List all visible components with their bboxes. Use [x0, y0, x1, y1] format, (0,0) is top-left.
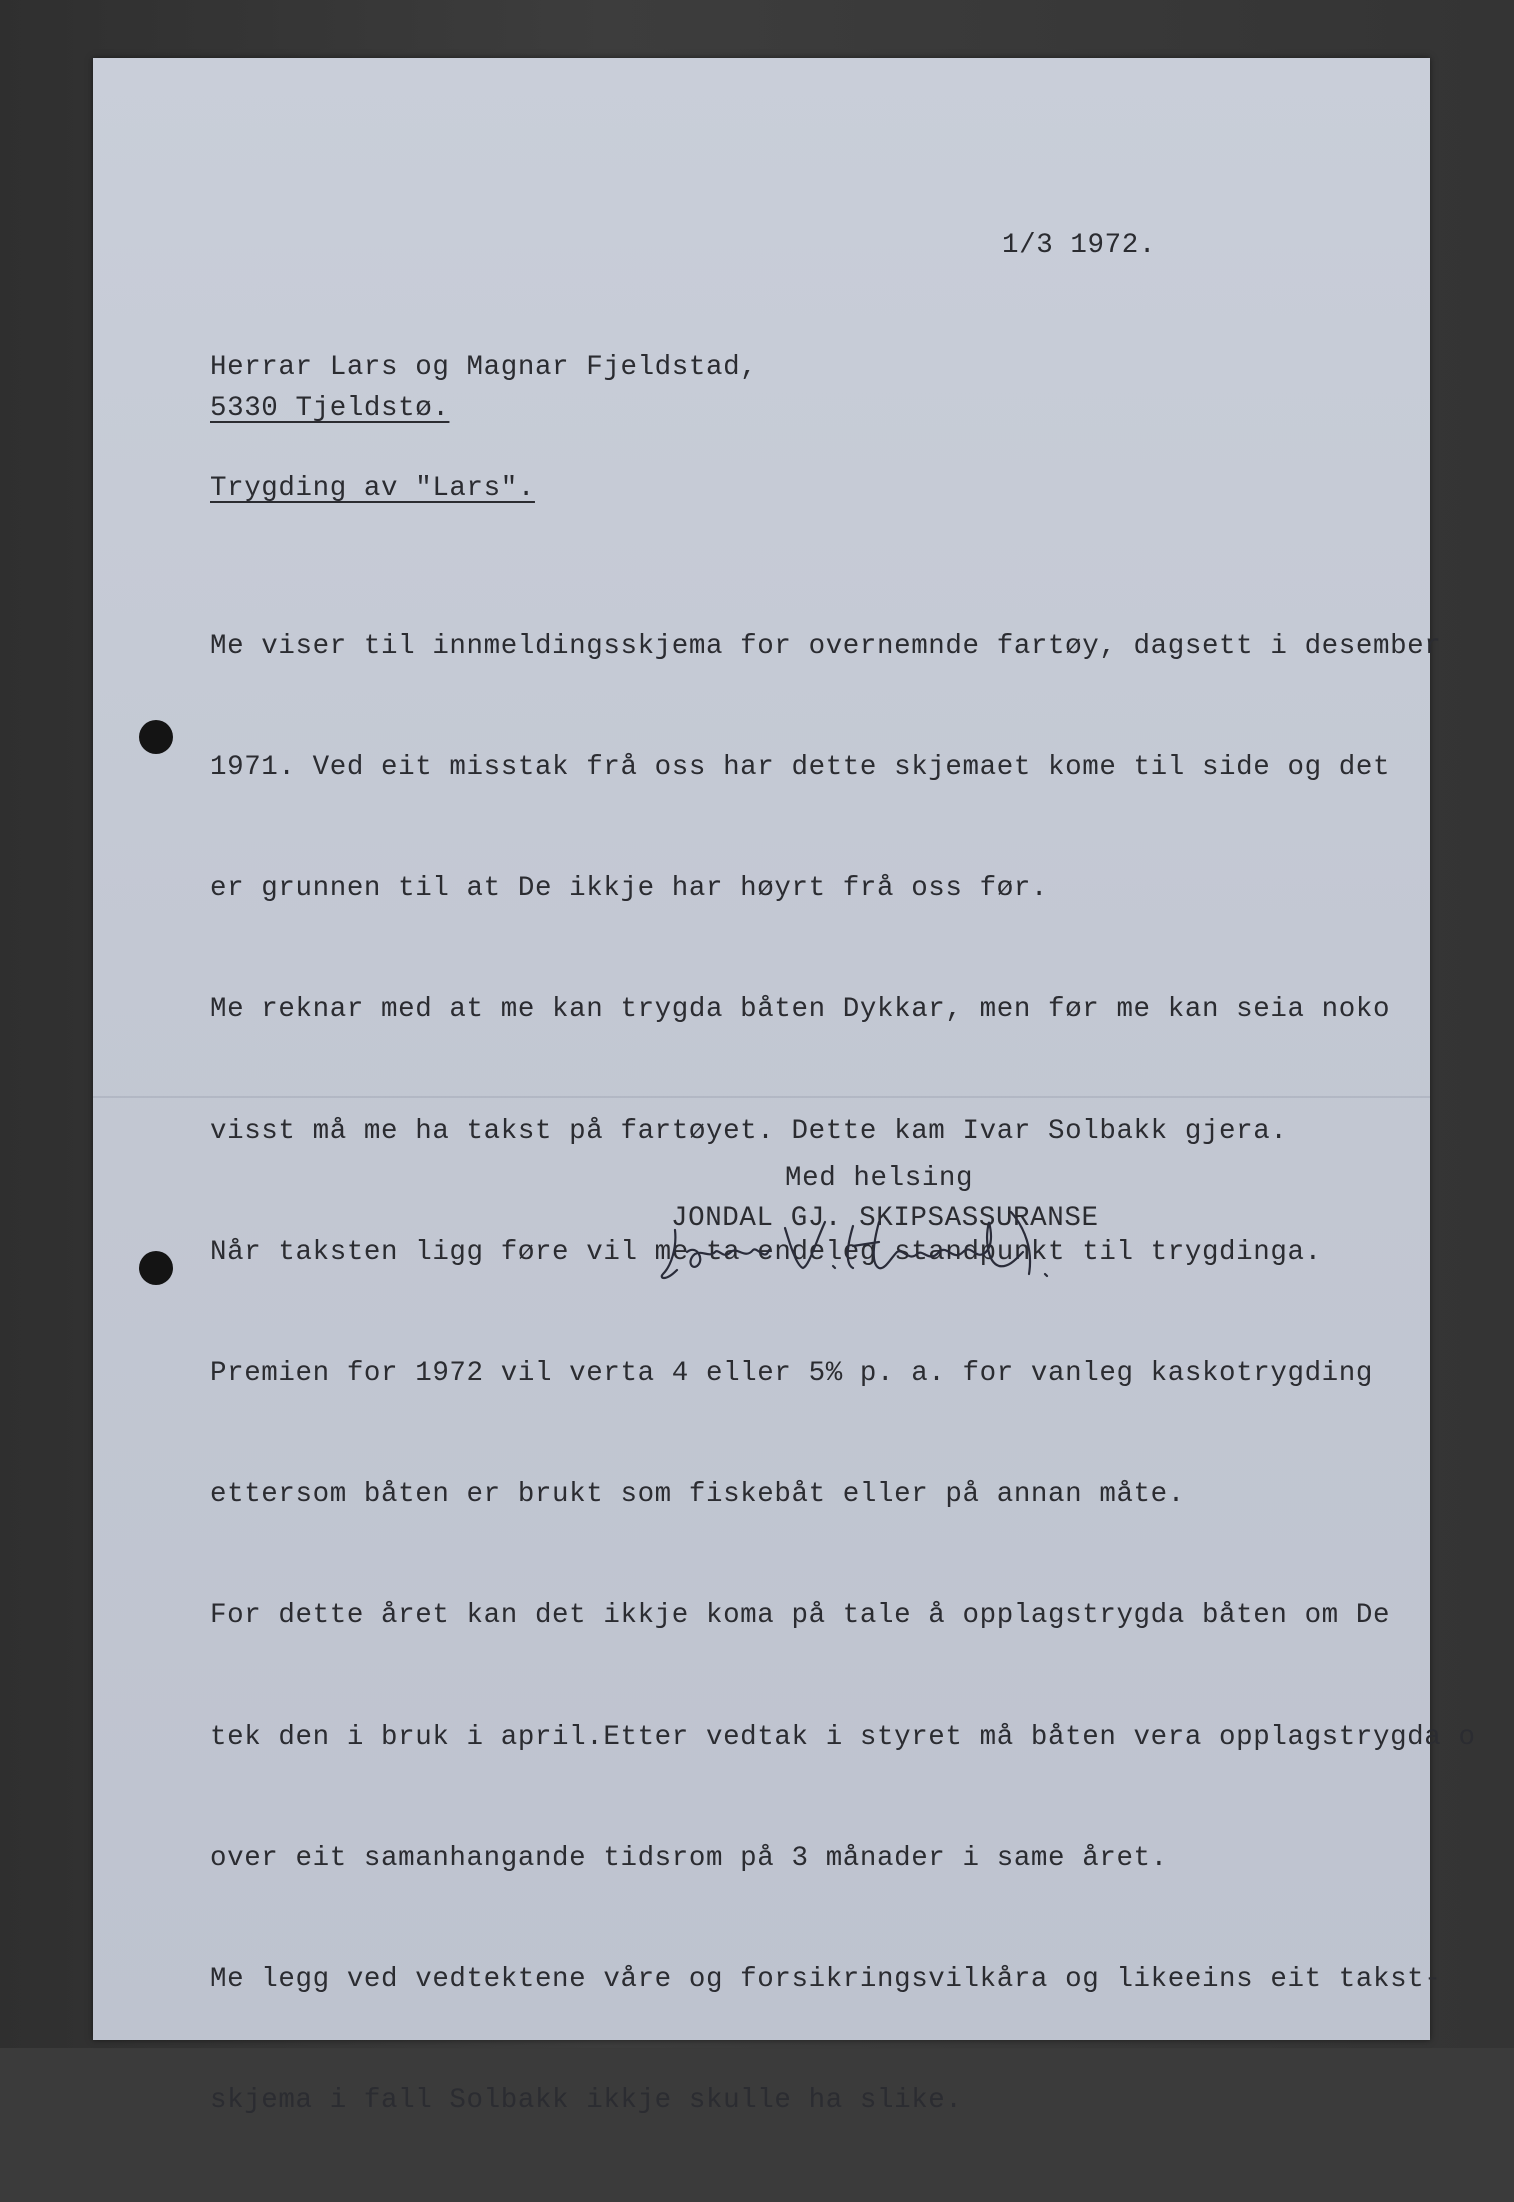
recipient-address: 5330 Tjeldstø. — [210, 393, 450, 424]
body-line: 1971. Ved eit misstak frå oss har dette skjemaet kome til side og det — [210, 752, 1391, 784]
recipient-name: Herrar Lars og Magnar Fjeldstad, — [210, 352, 758, 383]
handwritten-signature — [657, 1208, 1077, 1288]
body-line: Me reknar med at me kan trygda båten Dykkar, men før me kan seia noko — [210, 994, 1391, 1026]
body-line: over eit samanhangande tidsrom på 3 månader i same året. — [210, 1842, 1168, 1874]
body-line: Me legg ved vedtektene våre og forsikringsvilkåra og likeeins eit takst- — [210, 1964, 1442, 1996]
body-line: Me viser til innmeldingsskjema for overnemnde fartøy, dagsett i desember — [210, 630, 1442, 662]
closing-greeting: Med helsing — [785, 1163, 974, 1194]
sender-company: JONDAL GJ. SKIPSASSURANSE — [671, 1203, 1099, 1234]
body-line: visst må me ha takst på fartøyet. Dette kam Ivar Solbakk gjera. — [210, 1115, 1288, 1147]
typed-text — [93, 58, 1476, 2117]
body-line: er grunnen til at De ikkje har høyrt frå oss før. — [210, 873, 1049, 905]
body-line: tek den i bruk i april.Etter vedtak i styret må båten vera opplagstrygda o — [210, 1721, 1476, 1753]
body-line: For dette året kan det ikkje koma på tale å opplagstrygda båten om De — [210, 1600, 1391, 1632]
letter-body — [210, 546, 1476, 2202]
body-line: skjema i fall Solbakk ikkje skulle ha slike. — [210, 2085, 963, 2117]
body-line: Når taksten ligg føre vil me ta endeleg standpunkt til trygdinga. — [210, 1236, 1322, 1268]
body-line: Premien for 1972 vil verta 4 eller 5% p. a. for vanleg kaskotrygding — [210, 1358, 1373, 1390]
letter-subject: Trygding av "Lars". — [210, 473, 535, 504]
letter-page — [93, 58, 1476, 2117]
body-line: ettersom båten er brukt som fiskebåt eller på annan måte. — [210, 1479, 1185, 1511]
letter-date: 1/3 1972. — [1002, 230, 1156, 261]
